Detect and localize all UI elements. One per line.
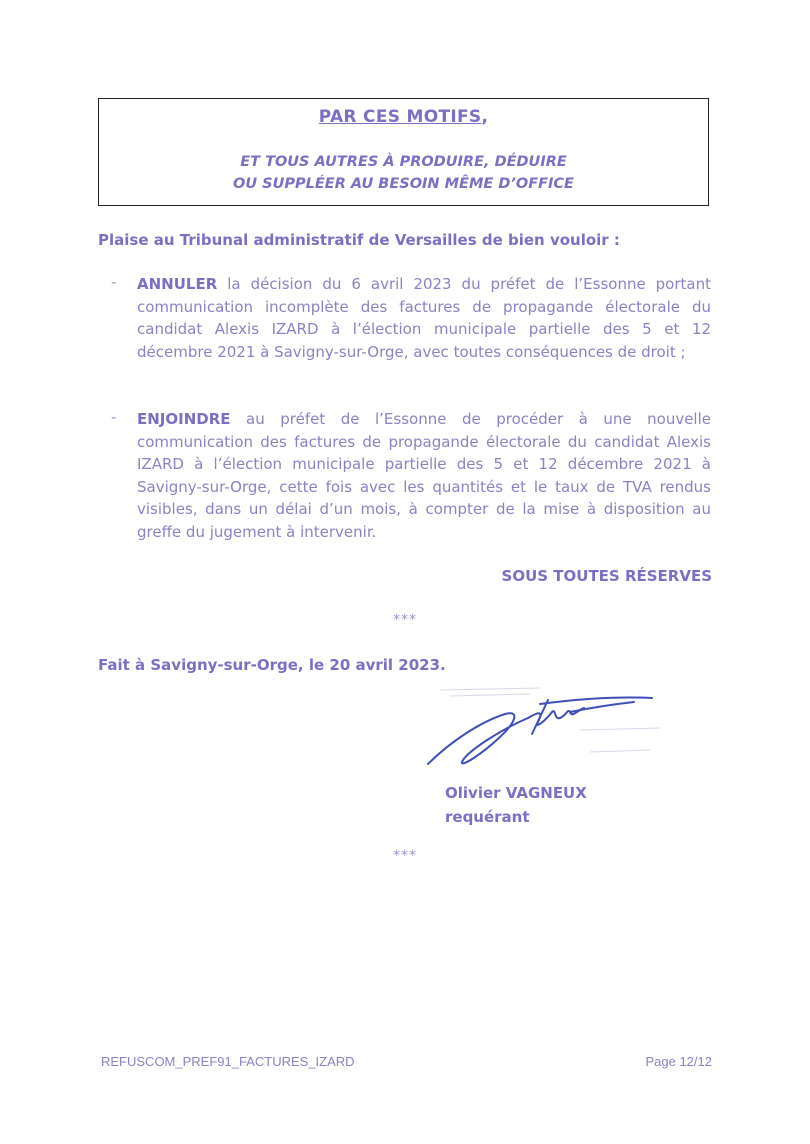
request-keyword: ENJOINDRE <box>137 410 231 428</box>
intro-text: Plaise au Tribunal administratif de Versailles de bien vouloir : <box>98 231 620 249</box>
request-paragraph <box>137 273 711 363</box>
signer-role: requérant <box>445 808 530 826</box>
request-keyword: ANNULER <box>137 275 218 293</box>
footer-page-number: Page 12/12 <box>645 1054 712 1069</box>
request-paragraph <box>137 408 711 543</box>
footer-reference: REFUSCOM_PREF91_FACTURES_IZARD <box>101 1054 355 1069</box>
reserves-text: SOUS TOUTES RÉSERVES <box>501 567 712 585</box>
bullet-dash: - <box>111 273 117 291</box>
request-text: au préfet de l’Essonne de procéder à une nouvelle communication des factures de propagande électorale du candidat Alexis IZARD à l’élection municipale partielle des 5 et 12 décembre 2021 à Savigny-sur-Orge, cette fois avec les quantités et le taux de TVA rendus visibles, dans un délai d’un mois, à compter de la mise à disposition au greffe du jugement à intervenir. <box>137 410 711 541</box>
separator-stars-bottom: *** <box>393 848 417 864</box>
box-line-1: ET TOUS AUTRES À PRODUIRE, DÉDUIRE <box>240 154 567 170</box>
signer-block <box>445 781 587 829</box>
place-date: Fait à Savigny-sur-Orge, le 20 avril 2023. <box>98 656 446 674</box>
box-title-suffix: , <box>481 107 489 127</box>
separator-stars: *** <box>393 612 417 628</box>
box-line-2: OU SUPPLÉER AU BESOIN MÊME D’OFFICE <box>233 176 574 192</box>
bullet-dash: - <box>111 408 117 426</box>
signature-icon <box>420 682 670 774</box>
signer-name: Olivier VAGNEUX <box>445 784 587 802</box>
box-title <box>99 107 708 127</box>
box-title-text: PAR CES MOTIFS <box>318 107 482 127</box>
request-text: la décision du 6 avril 2023 du préfet de l’Essonne portant communication incomplète des factures de propagande électorale du candidat Alexis IZARD à l’élection municipale partielle des 5 et 12 décembre 2021 à Savigny-sur-Orge, avec toutes conséquences de droit ; <box>137 275 711 361</box>
header-box <box>98 98 709 206</box>
